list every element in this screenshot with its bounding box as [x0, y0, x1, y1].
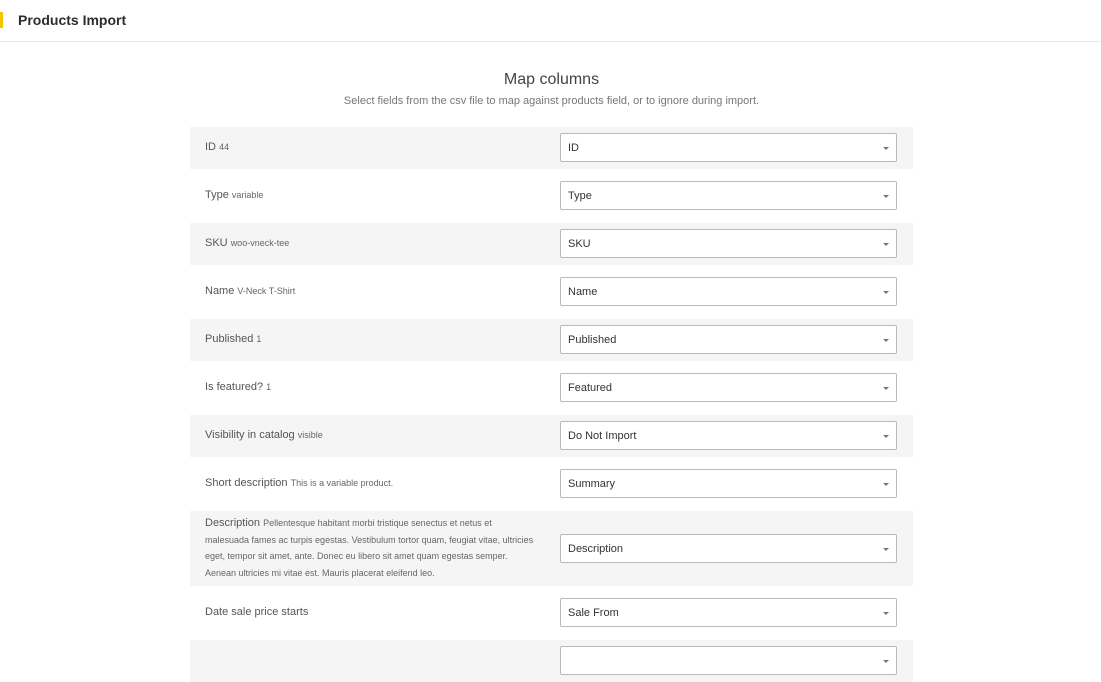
chevron-down-icon [883, 291, 889, 294]
column-name: Published [205, 333, 254, 345]
field-select-value: Summary [568, 478, 616, 490]
field-select[interactable] [560, 469, 897, 498]
field-select[interactable] [560, 646, 897, 675]
column-name: Date sale price starts [205, 606, 309, 618]
field-select-value: Featured [568, 382, 613, 394]
mapping-row [190, 175, 913, 217]
chevron-down-icon [883, 548, 889, 551]
mapping-row [190, 223, 913, 265]
chevron-down-icon [883, 612, 889, 615]
chevron-down-icon [883, 243, 889, 246]
top-bar [0, 0, 1101, 42]
field-select-value: Sale From [568, 607, 619, 619]
section-heading: Map columns [503, 71, 600, 88]
column-sample: Pellentesque habitant morbi tristique senectus et netus et malesuada fames ac turpis egestas. Vestibulum tortor quam, feugiat vitae, ultricies eget, tempor sit amet, ante. Donec eu libero sit amet quam egestas semper. Aenean ultricies mi vitae est. Mauris placerat eleifend leo. [205, 518, 534, 578]
column-sample: 1 [256, 334, 262, 344]
column-label [205, 187, 535, 203]
field-select[interactable] [560, 598, 897, 627]
mapping-row [190, 511, 913, 586]
column-name: Visibility in catalog [205, 429, 295, 441]
mapping-row [190, 127, 913, 169]
chevron-down-icon [883, 435, 889, 438]
column-label [205, 139, 535, 155]
page-title: Products Import [18, 12, 127, 28]
column-sample: 44 [219, 142, 230, 152]
column-sample: visible [297, 430, 323, 440]
mapping-row [190, 319, 913, 361]
mapping-row [190, 367, 913, 409]
column-name: Name [205, 285, 235, 297]
column-label [205, 427, 535, 443]
chevron-down-icon [883, 339, 889, 342]
field-select[interactable] [560, 181, 897, 210]
field-select[interactable] [560, 277, 897, 306]
column-label [205, 283, 535, 299]
field-select-value: Do Not Import [568, 430, 637, 442]
column-sample: variable [231, 190, 264, 200]
field-select-value: Published [568, 334, 617, 346]
column-sample: 1 [266, 382, 272, 392]
chevron-down-icon [883, 660, 889, 663]
column-name: ID [205, 141, 216, 153]
column-label [205, 475, 535, 491]
mapping-row [190, 592, 913, 634]
column-name: Description [205, 517, 261, 529]
column-name: Type [205, 189, 229, 201]
column-name: SKU [205, 237, 228, 249]
column-label [205, 331, 535, 347]
field-select-value: Description [568, 543, 624, 555]
column-label [205, 515, 535, 581]
mapping-rows-container [190, 127, 913, 650]
field-select[interactable] [560, 325, 897, 354]
chevron-down-icon [883, 387, 889, 390]
chevron-down-icon [883, 483, 889, 486]
field-select[interactable] [560, 421, 897, 450]
column-sample: woo-vneck-tee [230, 238, 290, 248]
column-sample: This is a variable product. [290, 478, 394, 488]
mapping-row [190, 415, 913, 457]
mapping-row [190, 463, 913, 505]
column-label [205, 379, 535, 395]
section-subheading: Select fields from the csv file to map against products field, or to ignore during import. [343, 95, 760, 107]
field-select[interactable] [560, 373, 897, 402]
field-select[interactable] [560, 534, 897, 563]
title-accent-bar [0, 12, 3, 28]
column-sample: V-Neck T-Shirt [237, 286, 296, 296]
column-label [205, 235, 535, 251]
chevron-down-icon [883, 147, 889, 150]
field-select-value: Name [568, 286, 598, 298]
mapping-row [190, 271, 913, 313]
column-label [205, 604, 535, 620]
field-select[interactable] [560, 229, 897, 258]
mapping-row [190, 640, 913, 682]
field-select-value: Type [568, 190, 592, 202]
column-name: Is featured? [205, 381, 264, 393]
chevron-down-icon [883, 195, 889, 198]
column-name: Short description [205, 477, 288, 489]
field-select-value: SKU [568, 238, 591, 250]
field-select-value: ID [568, 142, 579, 154]
field-select[interactable] [560, 133, 897, 162]
